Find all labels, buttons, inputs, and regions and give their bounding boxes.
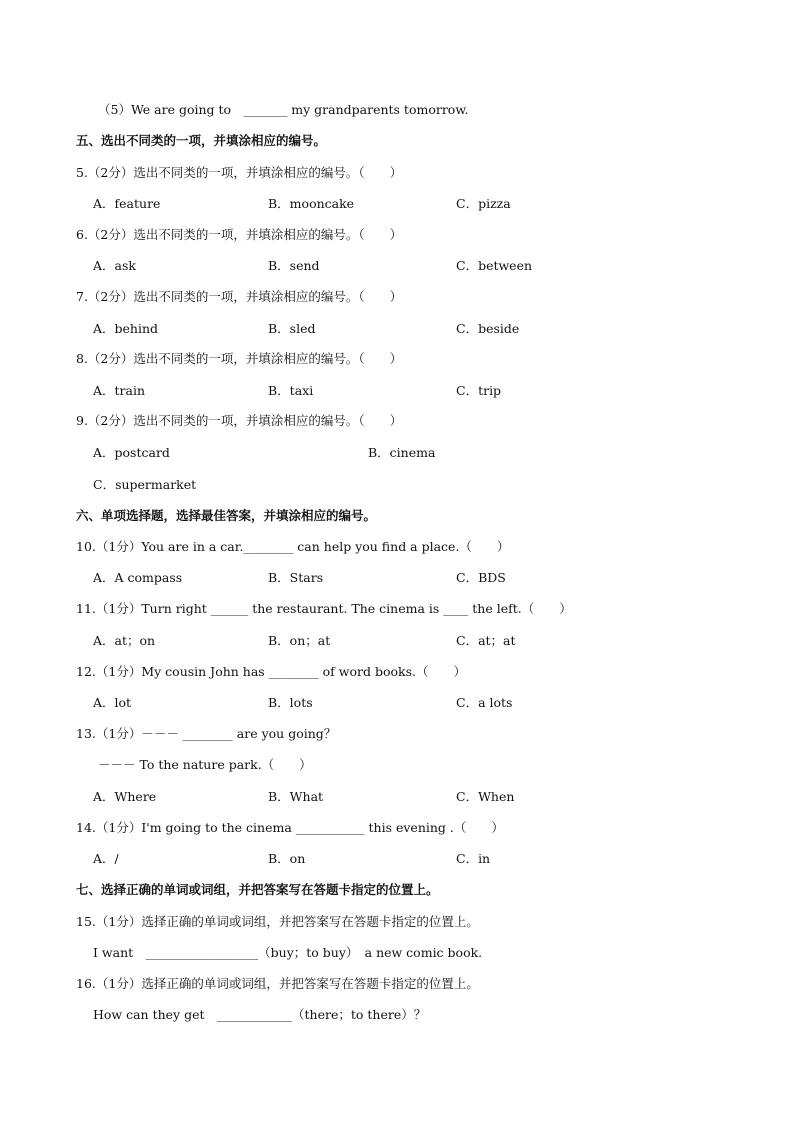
q7-option-a[interactable]: A．behind	[93, 321, 159, 336]
question-11: 11.（1分）Turn right ______ the restaurant. The cinema is ____ the left.（ ）	[76, 601, 572, 616]
q5-option-a[interactable]: A．feature	[93, 196, 161, 211]
q5-option-c[interactable]: C．pizza	[456, 196, 511, 211]
q9-option-a[interactable]: A．postcard	[93, 445, 170, 460]
q11-option-c[interactable]: C．at；at	[456, 633, 516, 648]
q7-option-c[interactable]: C．beside	[456, 321, 520, 336]
section-5-heading: 五、选出不同类的一项，并填涂相应的编号。	[76, 133, 327, 148]
q6-option-a[interactable]: A．ask	[93, 258, 136, 273]
question-13: 13.（1分）－－－ ________ are you going？	[76, 726, 337, 741]
question-9: 9.（2分）选出不同类的一项，并填涂相应的编号。（ ）	[76, 413, 403, 428]
q12-option-c[interactable]: C．a lots	[456, 695, 513, 710]
q10-option-b[interactable]: B．Stars	[268, 570, 324, 585]
question-16-sentence: How can they get ____________（there；to there）？	[93, 1007, 427, 1022]
q6-option-c[interactable]: C．between	[456, 258, 533, 273]
section-7-heading: 七、选择正确的单词或词组，并把答案写在答题卡指定的位置上。	[76, 882, 439, 897]
question-15-sentence: I want __________________（buy；to buy） a new comic book.	[93, 945, 483, 960]
q13-option-a[interactable]: A．Where	[93, 789, 157, 804]
question-6: 6.（2分）选出不同类的一项，并填涂相应的编号。（ ）	[76, 227, 403, 242]
question-16: 16.（1分）选择正确的单词或词组，并把答案写在答题卡指定的位置上。	[76, 976, 479, 991]
question-15: 15.（1分）选择正确的单词或词组，并把答案写在答题卡指定的位置上。	[76, 914, 479, 929]
question-10: 10.（1分）You are in a car.________ can help you find a place.（ ）	[76, 539, 510, 554]
q14-option-c[interactable]: C．in	[456, 851, 491, 866]
q9-option-b[interactable]: B．cinema	[368, 445, 436, 460]
q6-option-b[interactable]: B．send	[268, 258, 320, 273]
q13-option-b[interactable]: B．What	[268, 789, 324, 804]
q8-option-b[interactable]: B．taxi	[268, 383, 314, 398]
section-6-heading: 六、单项选择题，选择最佳答案，并填涂相应的编号。	[76, 508, 377, 523]
q13-option-c[interactable]: C．When	[456, 789, 515, 804]
question-4-5: （5）We are going to _______ my grandparents tomorrow.	[98, 102, 469, 117]
q14-option-b[interactable]: B．on	[268, 851, 306, 866]
question-13-reply: －－－ To the nature park.（ ）	[98, 757, 312, 772]
q11-option-b[interactable]: B．on；at	[268, 633, 331, 648]
q12-option-a[interactable]: A．lot	[93, 695, 132, 710]
q8-option-c[interactable]: C．trip	[456, 383, 502, 398]
q10-option-a[interactable]: A．A compass	[93, 570, 183, 585]
q14-option-a[interactable]: A．/	[93, 851, 119, 866]
q12-option-b[interactable]: B．lots	[268, 695, 313, 710]
q9-option-c[interactable]: C．supermarket	[93, 477, 197, 492]
q11-option-a[interactable]: A．at；on	[93, 633, 156, 648]
question-7: 7.（2分）选出不同类的一项，并填涂相应的编号。（ ）	[76, 289, 403, 304]
question-5: 5.（2分）选出不同类的一项，并填涂相应的编号。（ ）	[76, 165, 403, 180]
q5-option-b[interactable]: B．mooncake	[268, 196, 355, 211]
q10-option-c[interactable]: C．BDS	[456, 570, 506, 585]
q8-option-a[interactable]: A．train	[93, 383, 146, 398]
question-12: 12.（1分）My cousin John has ________ of word books.（ ）	[76, 664, 466, 679]
question-8: 8.（2分）选出不同类的一项，并填涂相应的编号。（ ）	[76, 351, 403, 366]
q7-option-b[interactable]: B．sled	[268, 321, 316, 336]
question-14: 14.（1分）I'm going to the cinema ___________ this evening .（ ）	[76, 820, 504, 835]
